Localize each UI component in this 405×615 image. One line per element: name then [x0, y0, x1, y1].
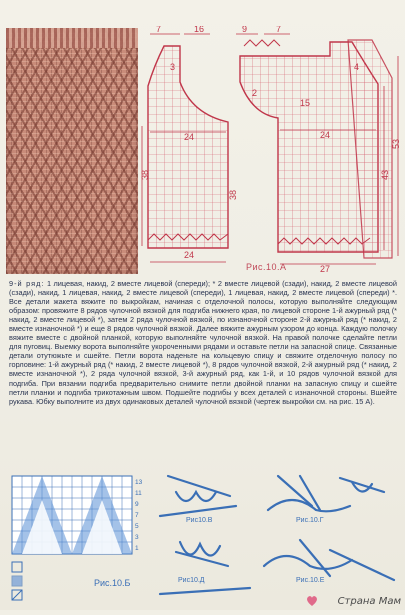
dim-side-right-c: 53 — [391, 138, 401, 149]
row-num-7: 7 — [135, 512, 139, 519]
dim-mid-left: 24 — [184, 132, 195, 142]
knitted-swatch-photo — [6, 28, 138, 274]
dim-mid-right-b: 15 — [300, 98, 311, 108]
dim-side-small-b: 4 — [354, 62, 360, 72]
bottom-figures — [0, 470, 405, 610]
figure-caption-10b: Рис.10.Б — [94, 578, 131, 588]
row-num-5: 5 — [135, 523, 139, 530]
watermark-heart-icon — [305, 594, 319, 608]
row-num-1: 1 — [135, 545, 139, 552]
instructions-lead: 9-й ряд: — [9, 279, 45, 288]
figure-caption-10e: Рис.10.Е — [296, 577, 325, 584]
row-num-3: 3 — [135, 534, 139, 541]
figure-caption-10v: Рис10.В — [186, 517, 213, 524]
row-num-9: 9 — [135, 501, 139, 508]
row-num-13: 13 — [135, 479, 143, 486]
figure-caption-10d: Рис10.Д — [178, 577, 205, 584]
dim-top-left: 7 — [156, 26, 162, 34]
dim-bottom-left: 24 — [184, 250, 195, 260]
figure-caption-10g: Рис.10.Г — [296, 517, 324, 524]
watermark-text: Страна Мам — [337, 596, 401, 607]
swatch-edge — [6, 28, 138, 48]
pattern-schematic — [140, 26, 402, 274]
row-num-11: 11 — [135, 490, 142, 497]
dim-side-small-a: 3 — [170, 62, 176, 72]
dim-top-right: 7 — [276, 26, 282, 34]
schematic-svg — [140, 26, 402, 274]
dim-mid-right-c: 2 — [252, 88, 258, 98]
dim-bottom-right: 27 — [320, 264, 331, 274]
figure-caption-10a: Рис.10.А — [246, 262, 287, 272]
dim-top-mid-a: 16 — [194, 26, 205, 34]
stitch-chart — [12, 476, 143, 600]
dim-side-right-b: 43 — [380, 169, 390, 180]
dim-top-mid-b: 9 — [242, 26, 248, 34]
dim-side-right-a: 38 — [228, 189, 238, 200]
bottom-figures-svg — [0, 470, 405, 610]
instructions-text — [9, 279, 397, 406]
dim-side-left: 38 — [140, 169, 150, 180]
instructions-body: 1 лицевая, накид, 2 вместе лицевой (спереди); * 2 вместе лицевой (сзади), накид, 2 вместе лицевой (сзади), накид, 1 лицевая, накид, 2 вместе лицевой (спереди), 1 лицевая, накид, 2 вместе лицевой (спереди) *. Все детали жакета вяжите по выкройкам, начиная с отделочной полосы, которую выполняйте следующим образом: провяжите 8 рядов чулочной вязкой для подгиба нижнего края, по лицевой стороне 1-й ажурный ряд (* накид, 2 вместе лицевой *), затем 2 ряда чулочной вязкой, по изнаночной стороне 2-й ажурный ряд (* накид, 2 вместе изнаночной *) и еще 8 рядов чулочной вязкой. Далее вяжите ажурным узором до конца. Каждую полочку вяжите вместе с двойной планкой, которую выполняйте чулочной вязкой. На правой полочке сделайте петли для пуговиц. Выемку ворота выполняйте укороченными рядами и оставьте петли на запасной спице. Связанные детали отутюжьте и сшейте. Петли ворота наденьте на кольцевую спицу и свяжите отделочную полосу по горловине: 1-й ажурный ряд (* накид, 2 вместе лицевой *), 8 рядов чулочной вязкой, 2-й ажурный ряд (* накид, 2 вместе изнаночной *), 2 ряда чулочной вязкой, 3-й ажурный ряд, как 1-й, и 10 рядов чулочной вязкой для подгиба. При вязании подгиба предварительно снимите петли двойной планки на запасную спицу и сшейте петли планки и подгиба трикотажным швом. Подшейте подгибы у всех деталей с изнаночной стороны. Вшейте рукава. Юбку выполните из двух одинаковых деталей чулочной вязкой (чертеж выкройки см. на рис. 15 А). — [9, 279, 397, 406]
dim-mid-right-a: 24 — [320, 130, 331, 140]
